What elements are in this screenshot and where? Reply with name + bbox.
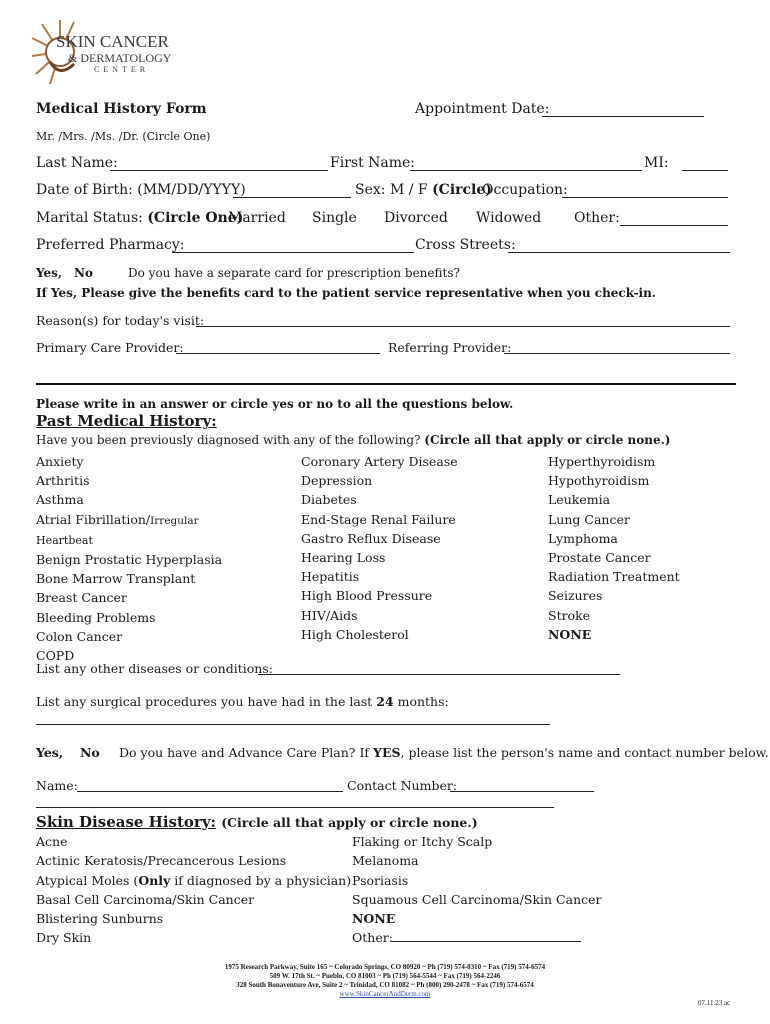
pmh-col1 [36,452,222,665]
surgical-field[interactable] [36,724,550,725]
occupation-label: Occupation: [482,182,568,198]
skin-item[interactable]: Melanoma [352,853,419,869]
footer-address-3: 328 South Bonaventure Ave, Suite 2 ~ Trinidad, CO 81082 ~ Ph (800) 290-2478 ~ Fax (719) 574-6574 [236,981,534,989]
surgical-label: List any surgical procedures you have had in the last 24 months: [36,694,449,709]
pmh-item-afib[interactable]: Atrial Fibrillation/Irregular [36,511,199,527]
pmh-item[interactable]: Hearing Loss [301,550,386,566]
pmh-item[interactable]: Hepatitis [301,569,360,585]
skin-heading-note: (Circle all that apply or circle none.) [221,815,478,830]
rx-no[interactable]: No [74,266,93,280]
pmh-item[interactable]: Radiation Treatment [548,569,680,585]
advance-question: Do you have and Advance Care Plan? If YES, please list the person's name and contact number below. [119,745,769,760]
skin-col2 [352,832,602,948]
skin-item[interactable]: Blistering Sunburns [36,911,164,927]
skin-item[interactable]: Actinic Keratosis/Precancerous Lesions [36,853,287,869]
pmh-item[interactable]: Lymphoma [548,530,618,546]
pmh-item[interactable]: Bone Marrow Transplant [36,571,196,587]
advance-contact-field[interactable] [450,791,594,792]
appointment-date-label: Appointment Date: [415,101,550,117]
cross-streets-field[interactable] [508,252,730,253]
referring-label: Referring Provider: [388,340,512,355]
pmh-item[interactable]: Bleeding Problems [36,609,156,625]
pmh-item[interactable]: Leukemia [548,492,611,508]
rx-yes[interactable]: Yes, [36,266,63,280]
last-name-field[interactable] [110,170,328,171]
marital-option-married[interactable]: Married [228,210,286,226]
pcp-label: Primary Care Provider: [36,340,184,355]
advance-contact-label: Contact Number: [347,778,458,793]
pmh-item[interactable]: Diabetes [301,492,357,508]
pharmacy-field[interactable] [172,252,414,253]
skin-item-atypical-moles[interactable]: Atypical Moles (Only if diagnosed by a physician) [36,872,352,888]
pmh-item[interactable]: Breast Cancer [36,590,127,606]
logo [30,18,200,88]
referring-field[interactable] [504,353,730,354]
marital-status-label: Marital Status: (Circle One) [36,210,244,226]
advance-yes[interactable]: Yes, [36,745,64,760]
pmh-item-none[interactable]: NONE [548,626,592,642]
pmh-item[interactable]: HIV/Aids [301,607,358,623]
pmh-item[interactable]: Seizures [548,588,603,604]
pmh-col2 [301,452,458,644]
advance-no[interactable]: No [80,745,100,760]
advance-name-label: Name: [36,778,78,793]
marital-option-widowed[interactable]: Widowed [476,210,542,226]
pmh-item[interactable]: End-Stage Renal Failure [301,511,456,527]
dob-field[interactable] [233,197,351,198]
pmh-item[interactable]: Coronary Artery Disease [301,454,458,469]
pmh-item[interactable]: High Blood Pressure [301,588,433,604]
marital-other-field[interactable] [620,225,728,226]
logo-line3: CENTER [94,65,150,74]
skin-item-other[interactable]: Other: [352,930,393,946]
logo-line1: SKIN CANCER [56,32,169,51]
skin-item[interactable]: Squamous Cell Carcinoma/Skin Cancer [352,891,602,907]
skin-heading-row [36,812,478,831]
pmh-item[interactable]: High Cholesterol [301,626,409,642]
skin-item[interactable]: Dry Skin [36,930,92,946]
pmh-item[interactable]: COPD [36,648,75,664]
skin-item[interactable]: Basal Cell Carcinoma/Skin Cancer [36,891,255,907]
pmh-col3 [548,452,680,644]
first-name-label: First Name: [330,155,416,171]
pmh-item[interactable]: Stroke [548,607,591,623]
advance-name-field[interactable] [77,791,343,792]
appointment-date-field[interactable] [542,116,704,117]
rx-question: Do you have a separate card for prescription benefits? [128,266,460,280]
pharmacy-label: Preferred Pharmacy: [36,237,185,253]
marital-option-other[interactable]: Other: [574,210,620,226]
footer-address-1: 1975 Research Parkway, Suite 165 ~ Colorado Springs, CO 80920 ~ Ph (719) 574-0310 ~ Fax (719) 574-6574 [224,963,546,971]
pmh-item[interactable]: Prostate Cancer [548,550,651,566]
salutation: Mr. /Mrs. /Ms. /Dr. (Circle One) [36,130,211,143]
last-name-label: Last Name: [36,155,118,171]
rx-instruction: If Yes, Please give the benefits card to the patient service representative when you check-in. [36,286,657,300]
section-divider [36,383,736,385]
pmh-item[interactable]: Depression [301,473,373,489]
skin-item[interactable]: Psoriasis [352,872,409,888]
skin-item[interactable]: Flaking or Itchy Scalp [352,834,493,849]
sex-label: Sex: M / F (Circle) [355,182,492,198]
footer-address-2: 509 W. 17th St. ~ Pueblo, CO 81003 ~ Ph (719) 564-5544 ~ Fax (719) 564-2246 [269,972,501,980]
other-diseases-label: List any other diseases or conditions: [36,661,273,676]
pmh-item[interactable]: Benign Prostatic Hyperplasia [36,552,223,568]
skin-item-none[interactable]: NONE [352,911,396,927]
advance-extra-field[interactable] [36,807,554,808]
pmh-heading: Past Medical History: [36,412,217,430]
occupation-field[interactable] [562,197,728,198]
cross-streets-label: Cross Streets: [415,237,516,253]
reason-label: Reason(s) for today's visit: [36,313,205,328]
dob-label: Date of Birth: (MM/DD/YYYY) [36,182,246,198]
pmh-item[interactable]: Hyperthyroidism [548,454,656,469]
pmh-item[interactable]: Colon Cancer [36,628,123,644]
version-code: 07.11.23 ac [698,999,731,1007]
instructions: Please write in an answer or circle yes or no to all the questions below. [36,397,514,411]
marital-option-divorced[interactable]: Divorced [384,210,448,226]
pmh-item[interactable]: Heartbeat [36,533,93,547]
form-title: Medical History Form [36,101,207,117]
pmh-item[interactable]: Arthritis [36,473,90,489]
pmh-item[interactable]: Anxiety [36,454,84,469]
mi-field[interactable] [682,170,728,171]
reason-field[interactable] [196,326,730,327]
first-name-field[interactable] [410,170,642,171]
pmh-item[interactable]: Hypothyroidism [548,473,650,489]
logo-line2: & DERMATOLOGY [68,51,172,65]
footer-website-link[interactable]: www.SkinCancerAndDerm.com [339,990,431,998]
skin-item[interactable]: Acne [36,834,68,849]
mi-label: MI: [644,155,669,171]
skin-heading: Skin Disease History: [36,813,217,831]
other-diseases-field[interactable] [258,674,620,675]
pmh-item[interactable]: Lung Cancer [548,511,630,527]
pmh-question: Have you been previously diagnosed with any of the following? (Circle all that apply or circle none.) [36,433,671,447]
pmh-item[interactable]: Asthma [36,492,84,508]
skin-col1 [36,832,351,948]
footer-website-row [0,990,770,998]
skin-other-field[interactable] [391,941,581,942]
pcp-field[interactable] [176,353,380,354]
marital-option-single[interactable]: Single [312,210,357,226]
pmh-item[interactable]: Gastro Reflux Disease [301,530,441,546]
